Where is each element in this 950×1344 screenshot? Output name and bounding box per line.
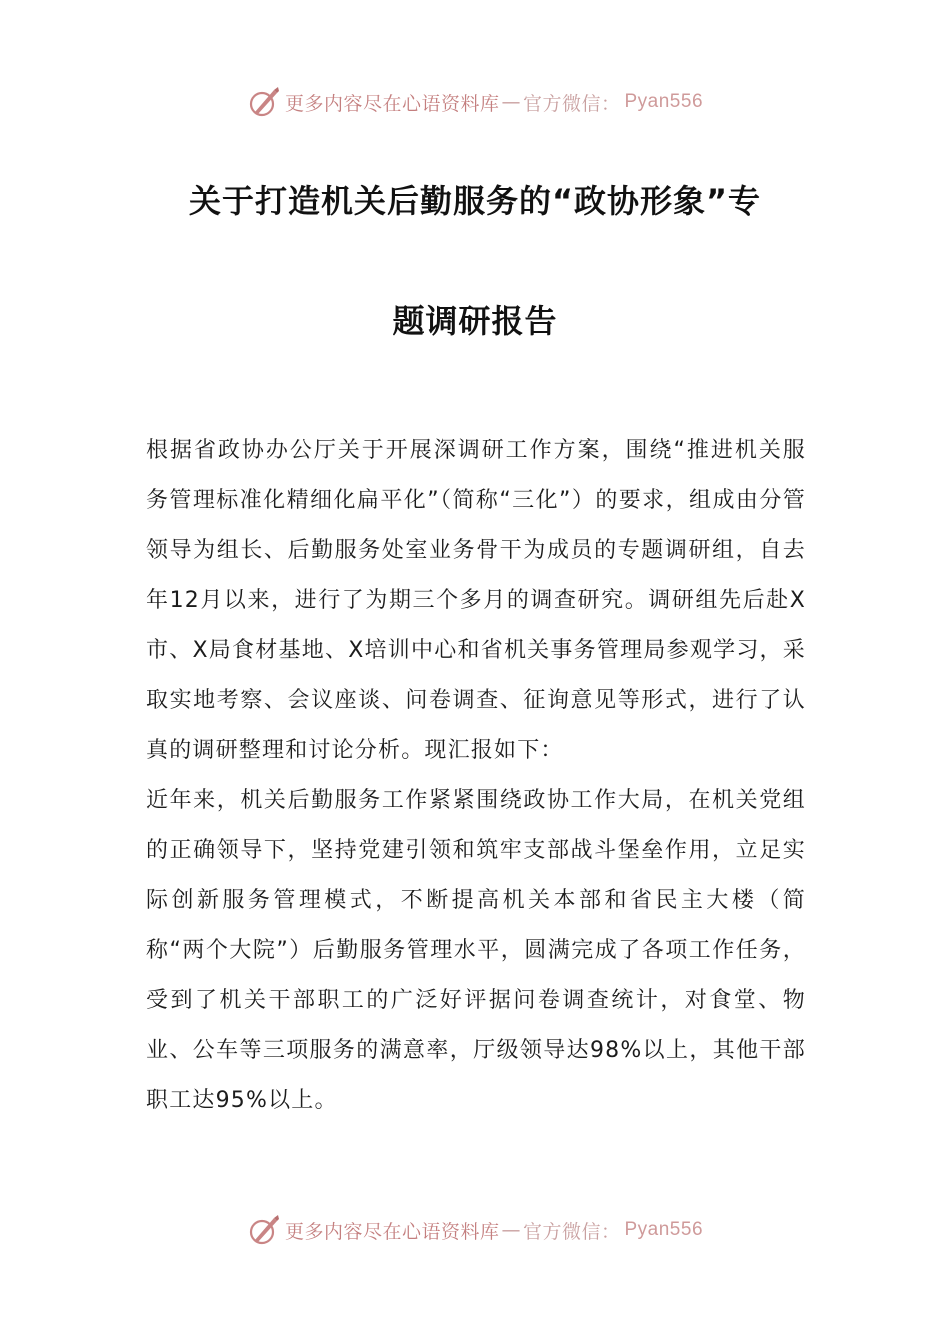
watermark-dash: — [501,1219,521,1241]
document-body [146,426,806,1126]
watermark-brand: 更多内容尽在心语资料库 [284,1220,500,1243]
footer-watermark [0,1208,950,1252]
watermark-label: 官方微信： [522,1220,621,1243]
quill-pen-icon [247,1213,281,1247]
watermark-wechat-id: Pyan556 [624,1219,704,1240]
header-watermark [0,80,950,124]
watermark-dash: — [501,91,521,113]
document-title-line-1: 关于打造机关后勤服务的“政协形象”专 [188,182,762,220]
watermark-label: 官方微信： [522,92,621,115]
document-title-line-2: 题调研报告 [392,302,558,340]
watermark-wechat-id: Pyan556 [624,91,704,112]
body-paragraph-2: 近年来，机关后勤服务工作紧紧围绕政协工作大局，在机关党组的正确领导下，坚持党建引领和筑牢支部战斗堡垒作用，立足实际创新服务管理模式，不断提高机关本部和省民主大楼（简称“两个大院”）后勤服务管理水平，圆满完成了各项工作任务，受到了机关干部职工的广泛好评据问卷调查统计，对食堂、物业、公车等三项服务的满意率，厅级领导达98%以上，其他干部职工达95%以上。 [146,788,806,1113]
body-paragraph-1: 根据省政协办公厅关于开展深调研工作方案，围绕“推进机关服务管理标准化精细化扁平化”（简称“三化”）的要求，组成由分管领导为组长、后勤服务处室业务骨干为成员的专题调研组，自去年12月以来，进行了为期三个多月的调查研究。调研组先后赴X市、X局食材基地、X培训中心和省机关事务管理局参观学习，采取实地考察、会议座谈、问卷调查、征询意见等形式，进行了认真的调研整理和讨论分析。现汇报如下： [146,438,806,763]
watermark-brand: 更多内容尽在心语资料库 [284,92,500,115]
quill-pen-icon [247,85,281,119]
